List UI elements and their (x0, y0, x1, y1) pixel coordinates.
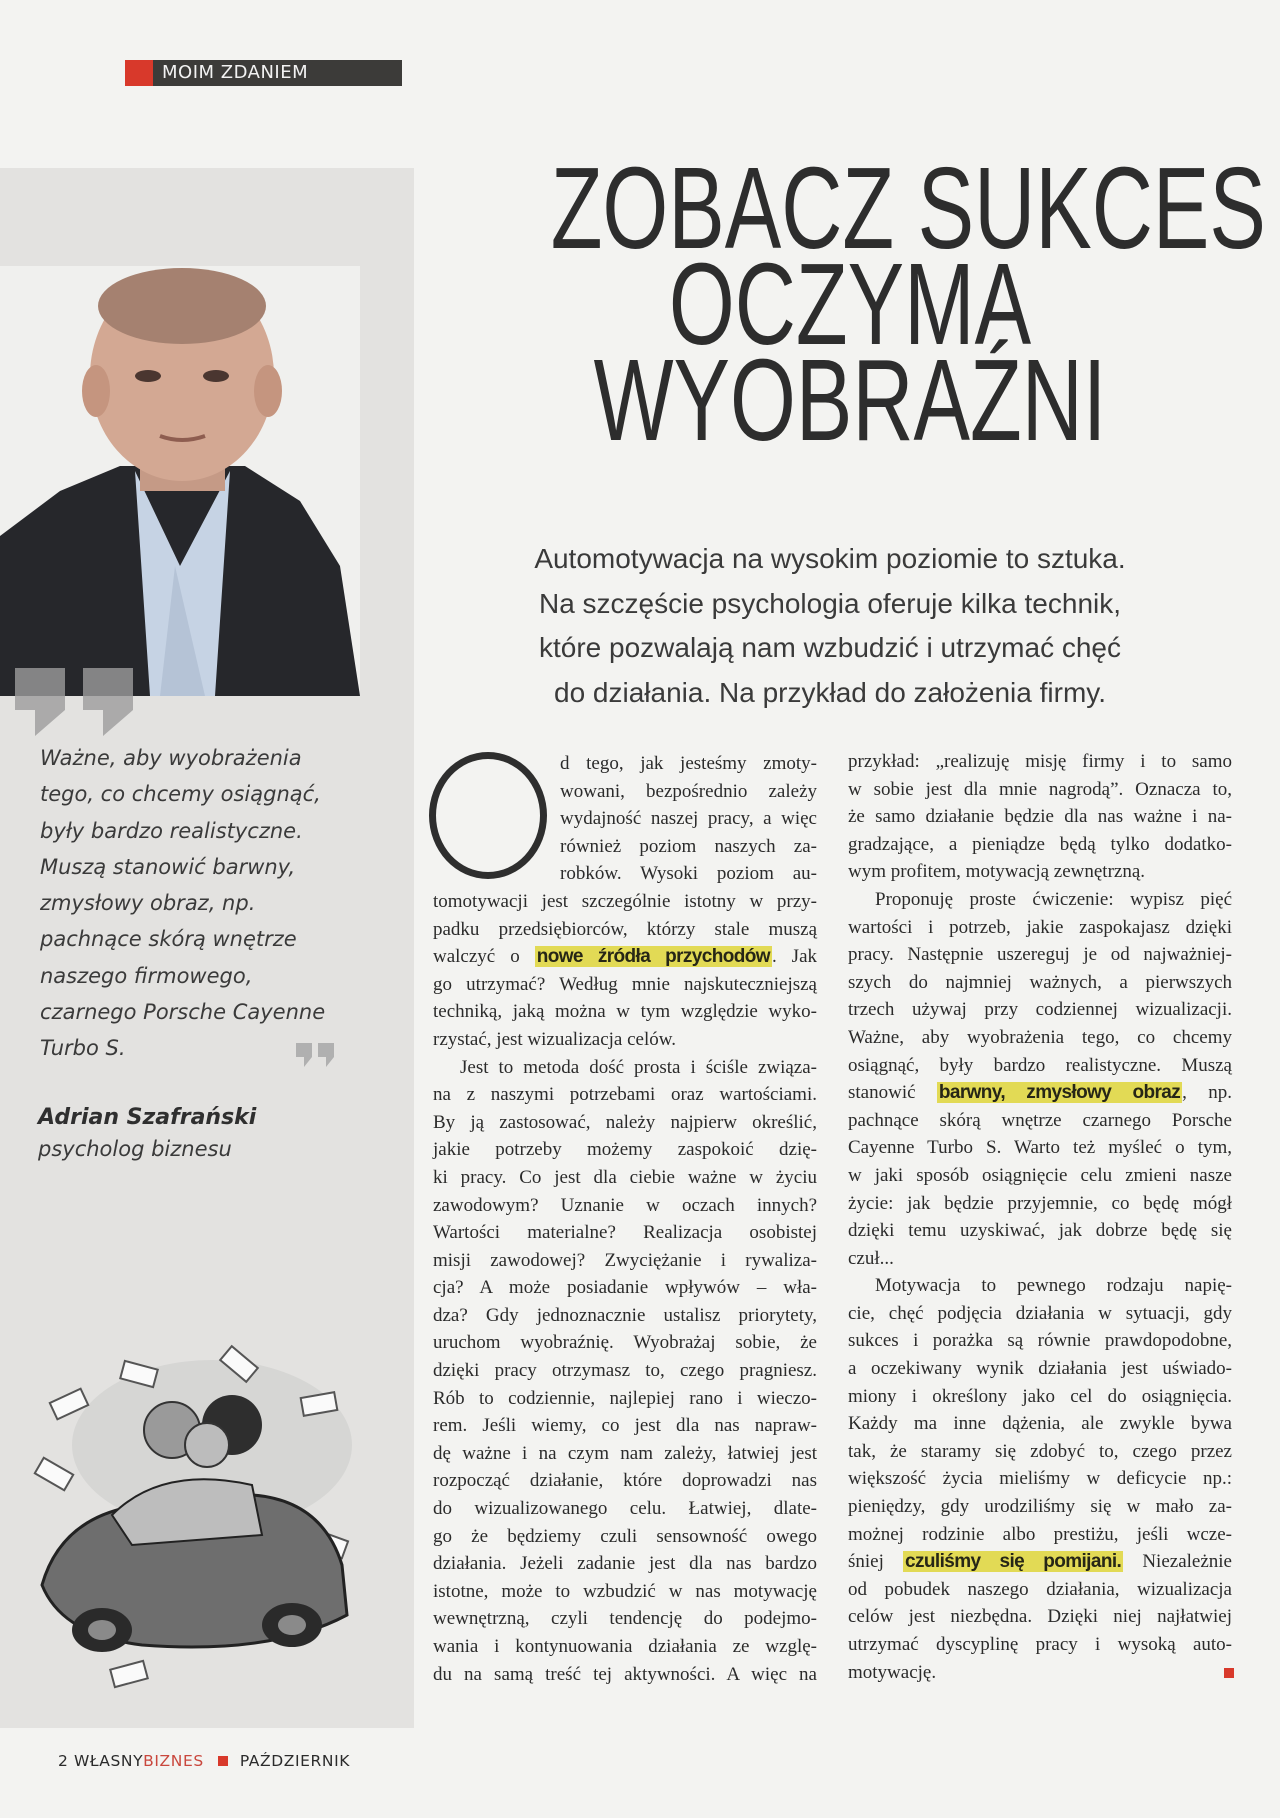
body-line: Cayenne Turbo S. Warto też myśleć o tym, (848, 1137, 1232, 1159)
body-line: czuł... (848, 1247, 894, 1269)
body-line: w jaki sposób osiągnięcie celu zmieni nasze (848, 1164, 1232, 1186)
pull-quote-line: Muszą stanowić barwny, (40, 854, 296, 879)
pull-quote-line: Turbo S. (40, 1036, 126, 1061)
body-line: robków. Wysoki poziom au- (560, 863, 817, 885)
body-line: dę ważne i na czym nam zależy, łatwiej jest (433, 1442, 817, 1464)
body-line: tak, że staramy się zdobyć to, czego przez (848, 1440, 1232, 1462)
magazine-name-part2: BIZNES (143, 1752, 204, 1770)
body-line: pieniędzy, gdy urodziliśmy się w mało za- (848, 1496, 1232, 1518)
article-title (440, 143, 1266, 465)
body-line: By ją zastosować, należy najpierw określić, (433, 1111, 817, 1133)
body-line: trzech używaj przy codziennej wizualizacji. (848, 999, 1232, 1021)
body-line (848, 1548, 1232, 1576)
pull-quote-line: naszego firmowego, (40, 963, 253, 988)
quote-close-icon (296, 1043, 336, 1072)
body-line: że samo działanie będzie dla nas ważne i na- (848, 806, 1232, 828)
author-name: Adrian Szafrański (38, 1105, 257, 1130)
magazine-name-part1: WŁASNY (74, 1752, 144, 1770)
body-text: . Jak (771, 946, 818, 968)
body-line: cja? A może posiadanie wpływów – wła- (433, 1277, 817, 1299)
highlighted-phrase: nowe źródła przychodów (536, 946, 770, 968)
body-line: uruchom wyobraźnię. Wyobrażaj sobie, że (433, 1332, 817, 1354)
body-line: celów jest niezbędna. Dzięki niej najłatwiej (848, 1606, 1232, 1628)
body-line: zawodowym? Uznanie w oczach innych? (433, 1194, 817, 1216)
car-illustration (22, 1335, 362, 1705)
body-line: d tego, jak jesteśmy zmoty- (560, 753, 817, 774)
end-of-article-mark (1224, 1668, 1234, 1678)
lead-line: Na szczęście psychologia oferuje kilka technik, (538, 587, 1122, 619)
title-line: ZOBACZ SUKCES (550, 143, 1266, 273)
lead-line: do działania. Na przykład do założenia firmy. (554, 676, 1106, 708)
issue-month: PAŹDZIERNIK (239, 1752, 351, 1770)
body-line: jakie potrzeby możemy zaspokoić dzię- (433, 1139, 817, 1161)
pull-quote (40, 740, 380, 1067)
body-line: wowani, bezpośrednio zależy (560, 780, 817, 802)
body-line: rem. Jeśli wiemy, co jest dla nas napraw- (433, 1415, 817, 1437)
body-line: Każdy ma inne dążenia, ale zwykle bywa (848, 1413, 1232, 1435)
body-line: tomotywacji jest szczególnie istotny w przy- (433, 890, 817, 912)
body-line: Motywacja to pewnego rodzaju napię- (875, 1275, 1232, 1297)
body-line: pachnące skórą wnętrze czarnego Porsche (848, 1109, 1232, 1131)
body-line: osiągnąć, były bardzo realistyczne. Muszą (848, 1054, 1232, 1076)
body-line: du na samą treść tej aktywności. A więc na (433, 1663, 817, 1685)
highlighted-phrase: barwny, zmysłowy obraz (938, 1082, 1181, 1104)
body-line: go że będziemy czuli sensowność owego (433, 1525, 817, 1547)
body-line: miony i określony jako cel do osiągnięcia. (848, 1385, 1232, 1407)
body-line: go utrzymać? Według mnie najskuteczniejszą (433, 973, 817, 995)
body-line: wewnętrzną, czyli tendencję do podejmo- (433, 1608, 817, 1630)
body-line: Proponuję proste ćwiczenie: wypisz pięć (875, 888, 1232, 910)
highlighted-phrase: czuliśmy się pomijani. (905, 1551, 1122, 1573)
body-line: wania i kontynuowania działania ze wzglę- (433, 1636, 817, 1657)
article-lead (440, 537, 1220, 715)
body-line: cie, chęć podjęcia działania w sytuacji, gdy (848, 1302, 1232, 1324)
footer-separator (218, 1756, 228, 1766)
body-line: większość życia mieliśmy w deficycie np.: (848, 1468, 1232, 1490)
pull-quote-line: pachnące skórą wnętrze (40, 927, 297, 952)
body-line: Wartości materialne? Realizacja osobistej (433, 1222, 817, 1244)
body-line: gradzające, a pieniądze będą tylko dodatko- (848, 833, 1232, 855)
body-line: Ważne, aby wyobrażenia tego, co chcemy (848, 1026, 1232, 1048)
body-line: wydajność naszej pracy, a więc (560, 808, 817, 830)
pull-quote-line: czarnego Porsche Cayenne (40, 1000, 326, 1025)
body-line: motywację. (848, 1661, 937, 1683)
body-line: Rób to codziennie, najlepiej rano i wieczo- (433, 1387, 817, 1409)
body-line: wartości i potrzeb, jakie zaspokajasz dzięki (848, 916, 1232, 938)
body-line (433, 943, 817, 971)
body-line: rozpocząć działanie, które doprowadzi nas (433, 1470, 817, 1492)
body-line: życie: jak będzie przyjemnie, co będę mógł (848, 1192, 1232, 1214)
body-line: techniką, jaką można w tym względzie wyko- (433, 1001, 817, 1023)
body-column-2 (848, 748, 1232, 1686)
body-line: ki pracy. Co jest dla ciebie ważne w życiu (433, 1166, 817, 1188)
body-line: w sobie jest dla mnie nagrodą”. Oznacza to, (848, 778, 1232, 800)
body-line: padku przedsiębiorców, którzy stale muszą (433, 918, 817, 940)
body-text: Niezależnie (1123, 1551, 1232, 1573)
lead-line: które pozwalają nam wzbudzić i utrzymać chęć (538, 632, 1121, 663)
pull-quote-line: tego, co chcemy osiągnąć, (40, 782, 321, 807)
pull-quote-line: były bardzo realistyczne. (40, 818, 303, 843)
body-line: a oczekiwany wynik działania jest uświado- (848, 1358, 1232, 1380)
section-tag-label: MOIM ZDANIEM (162, 62, 309, 83)
body-line: Jest to metoda dość prosta i ściśle związa- (460, 1056, 817, 1078)
quote-open-icon (15, 668, 135, 741)
body-line: wym profitem, motywacją zewnętrzną. (848, 861, 1146, 883)
body-line (848, 1079, 1232, 1107)
section-tag (125, 60, 402, 86)
body-line: dzięki pracy otrzymasz to, czego pragniesz. (433, 1360, 817, 1382)
body-line: możnej rodzinie albo prestiżu, jeśli wcze- (848, 1523, 1232, 1545)
body-text: walczyć o (433, 946, 535, 968)
title-line: WYOBRAŹNI (593, 335, 1107, 465)
body-text: śniej (848, 1551, 904, 1573)
author-role: psycholog biznesu (38, 1137, 232, 1161)
pull-quote-line: Ważne, aby wyobrażenia (40, 746, 302, 770)
body-line: od pobudek naszego działania, wizualizacja (848, 1578, 1232, 1600)
title-line: OCZYMA (668, 239, 1032, 369)
body-line: dzięki temu uzyskiwać, jak dobrze będę się (848, 1220, 1232, 1242)
page-number: 2 (58, 1752, 69, 1770)
body-line: pracy. Następnie uszereguj je od najważniej- (848, 944, 1232, 966)
body-line: istotne, może to wzbudzić w nas motywację (433, 1580, 817, 1602)
page-footer (58, 1752, 350, 1770)
body-line: do wizualizowanego celu. Łatwiej, dlate- (433, 1498, 817, 1520)
body-line: misji zawodowej? Zwyciężanie i rywaliza- (433, 1249, 817, 1271)
body-line: również poziom naszych za- (560, 835, 817, 857)
body-line: sukces i porażka są równie prawdopodobne, (848, 1330, 1232, 1352)
body-text: , np. (1182, 1082, 1232, 1104)
author-photo (0, 266, 360, 696)
lead-line: Automotywacja na wysokim poziomie to sztuka. (534, 543, 1126, 574)
body-line: rzystać, jest wizualizacja celów. (433, 1028, 677, 1050)
pull-quote-line: zmysłowy obraz, np. (40, 891, 256, 916)
body-column-1 (433, 750, 817, 1688)
body-line: przykład: „realizuję misję firmy i to samo (848, 751, 1232, 772)
body-line: utrzymać dyscyplinę pracy i wysoką auto- (848, 1634, 1232, 1655)
body-line: szych do najmniej ważnych, a pierwszych (848, 971, 1232, 993)
body-line: działania. Jeżeli zadanie jest dla nas bardzo (433, 1553, 817, 1575)
body-text: stanowić (848, 1082, 937, 1104)
body-line: na z naszymi potrzebami oraz wartościami. (433, 1084, 817, 1106)
section-tag-marker (125, 60, 153, 86)
body-line: dza? Gdy jednoznacznie ustalisz priorytety, (433, 1304, 817, 1326)
